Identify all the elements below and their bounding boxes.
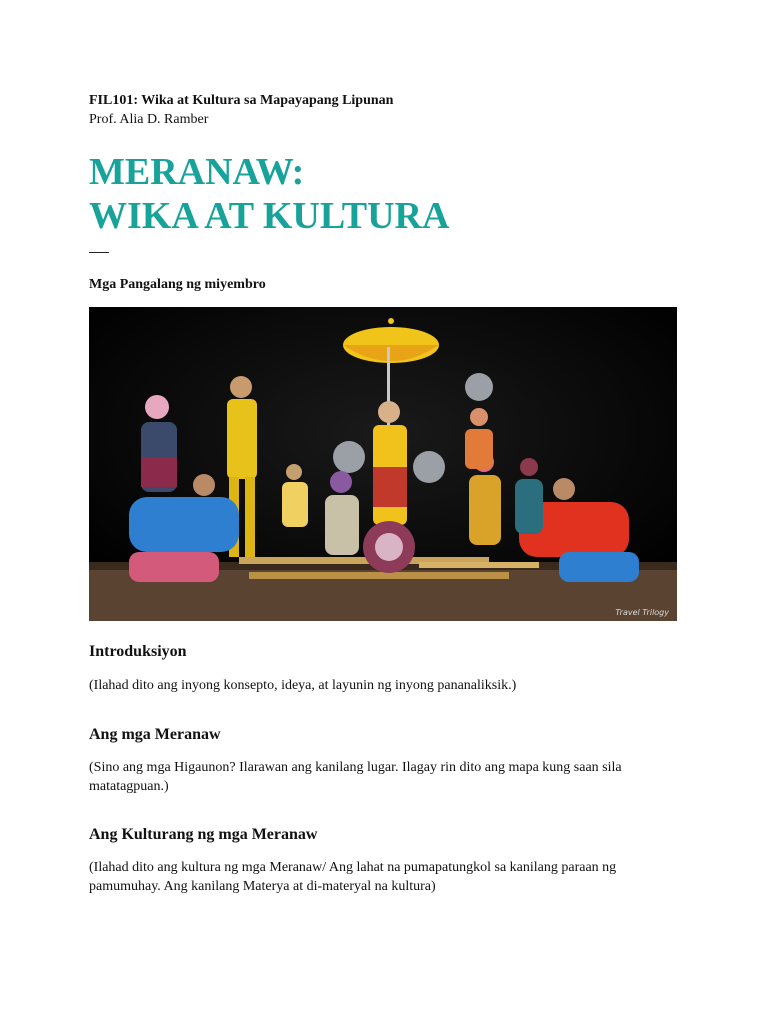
professor-name: Prof. Alia D. Ramber (89, 112, 209, 127)
title-line-1: MERANAW: (89, 151, 305, 193)
members-label: Mga Pangalang ng miyembro (89, 277, 266, 292)
photo-credit: Travel Trilogy (615, 608, 669, 617)
heading-ang-mga-meranaw: Ang mga Meranaw (89, 726, 221, 743)
heading-introduksiyon: Introduksiyon (89, 643, 187, 660)
course-title: FIL101: Wika at Kultura sa Mapayapang Lipunan (89, 93, 394, 108)
document-title (89, 150, 449, 238)
dance-photo (89, 307, 677, 621)
title-line-2: WIKA AT KULTURA (89, 195, 450, 237)
paragraph-kulturang-meranaw: (Ilahad dito ang kultura ng mga Meranaw/ Ang lahat na pumapatungkol sa kanilang paraan ng pamumuhay. Ang kanilang Materya at di-materyal na kultura) (89, 860, 617, 894)
title-divider (89, 252, 109, 253)
paragraph-introduksiyon: (Ilahad dito ang inyong konsepto, ideya, at layunin ng inyong pananaliksik.) (89, 678, 517, 693)
heading-kulturang-meranaw: Ang Kulturang ng mga Meranaw (89, 826, 318, 843)
dance-photo-illustration (89, 307, 677, 621)
paragraph-ang-mga-meranaw: (Sino ang mga Higaunon? Ilarawan ang kanilang lugar. Ilagay rin dito ang mapa kung saan sila matatagpuan.) (89, 760, 622, 794)
